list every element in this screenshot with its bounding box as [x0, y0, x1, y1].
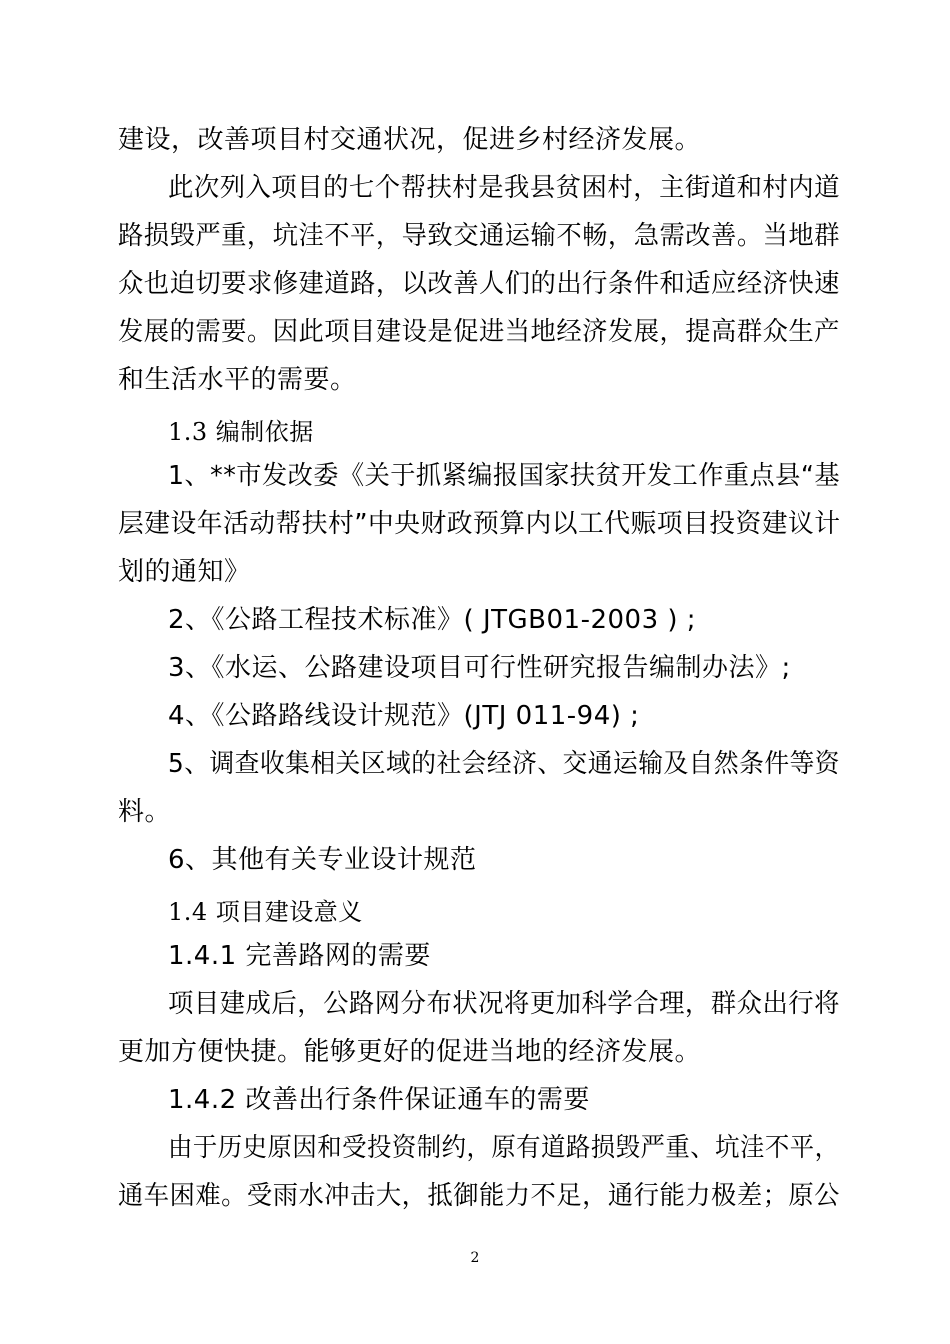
- paragraph-line: 通车困难。受雨水冲击大，抵御能力不足，通行能力极差；原公: [118, 1181, 840, 1211]
- list-item: 2、《公路工程技术标准》( JTGB01-2003 ) ;: [168, 605, 697, 635]
- list-item: 4、《公路路线设计规范》(JTJ 011-94) ;: [168, 701, 640, 731]
- paragraph-line: 众也迫切要求修建道路，以改善人们的出行条件和适应经济快速: [118, 269, 840, 299]
- paragraph-line: 路损毁严重，坑洼不平，导致交通运输不畅，急需改善。当地群: [118, 221, 840, 251]
- subsection-heading: 1.4.2 改善出行条件保证通车的需要: [168, 1085, 590, 1115]
- paragraph-line: 和生活水平的需要。: [118, 365, 357, 395]
- list-item: 3、《水运、公路建设项目可行性研究报告编制办法》;: [168, 653, 791, 683]
- paragraph-line: 建设，改善项目村交通状况，促进乡村经济发展。: [118, 125, 702, 155]
- subsection-heading: 1.4.1 完善路网的需要: [168, 941, 431, 971]
- paragraph-line: 项目建成后，公路网分布状况将更加科学合理，群众出行将: [168, 989, 840, 1019]
- page-number: 2: [470, 1250, 480, 1266]
- list-item-continuation: 划的通知》: [118, 557, 251, 587]
- paragraph-line: 更加方便快捷。能够更好的促进当地的经济发展。: [118, 1037, 702, 1067]
- paragraph-line: 发展的需要。因此项目建设是促进当地经济发展，提高群众生产: [118, 317, 840, 347]
- paragraph-line: 此次列入项目的七个帮扶村是我县贫困村，主街道和村内道: [168, 173, 840, 203]
- section-heading: 1.3 编制依据: [168, 418, 314, 446]
- list-item: 5、调查收集相关区域的社会经济、交通运输及自然条件等资: [168, 749, 841, 779]
- list-item-continuation: 料。: [118, 797, 172, 827]
- section-heading: 1.4 项目建设意义: [168, 898, 363, 926]
- list-item: 1、**市发改委《关于抓紧编报国家扶贫开发工作重点县“基: [168, 461, 841, 491]
- paragraph-line: 由于历史原因和受投资制约，原有道路损毁严重、坑洼不平，: [168, 1133, 840, 1163]
- list-item: 6、其他有关专业设计规范: [168, 845, 477, 875]
- list-item-continuation: 层建设年活动帮扶村”中央财政预算内以工代赈项目投资建议计: [118, 509, 841, 539]
